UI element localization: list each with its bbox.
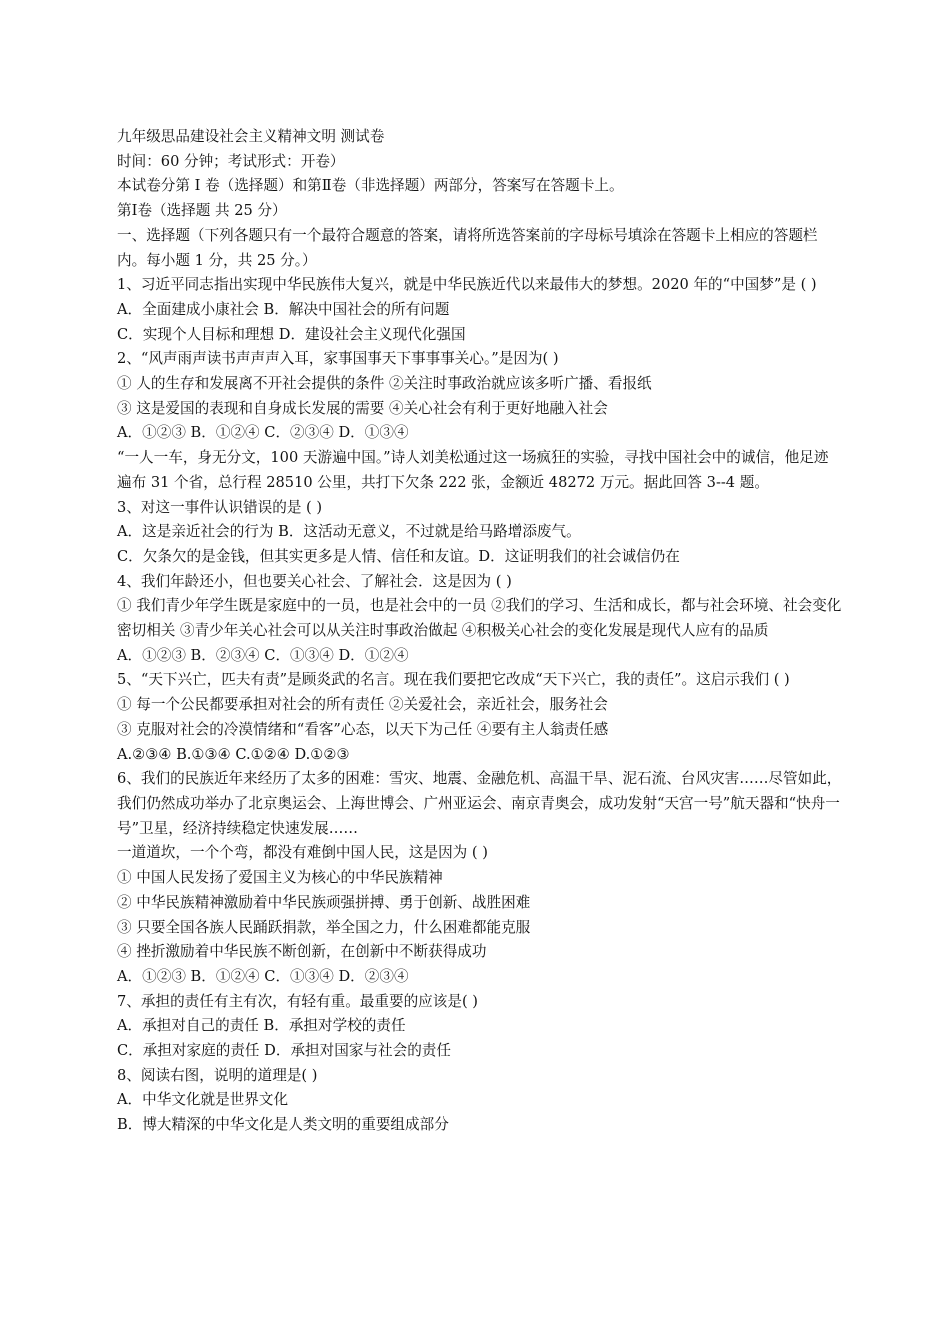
paper-title: 九年级思品建设社会主义精神文明 测试卷 [117,128,385,145]
q6-options: A．①②③ B．①②④ C．①③④ D．②③④ [117,967,409,985]
q7-options-ab: A．承担对自己的责任 B．承担对学校的责任 [117,1017,406,1035]
q8-option-a: A．中华文化就是世界文化 [117,1091,289,1109]
q8-stem: 8、阅读右图，说明的道理是( ) [117,1066,318,1084]
q6-stem: 一道道坎，一个个弯，都没有难倒中国人民，这是因为 ( ) [117,844,488,862]
q6-material: 6、我们的民族近年来经历了太多的困难：雪灾、地震、金融危机、高温干旱、泥石流、台风灾害……尽管如此，我们仍然成功举办了北京奥运会、上海世博会、广州亚运会、南京青奥会，成功发射“天宫一号”航天器和“快舟一号”卫星，经济持续稳定快速发展…… [117,770,842,837]
q6-statement-1: ① 中国人民发扬了爱国主义为核心的中华民族精神 [117,869,443,887]
q6-statement-4: ④ 挫折激励着中华民族不断创新，在创新中不断获得成功 [117,943,487,961]
exam-info: 时间：60 分钟；考试形式：开卷） [117,152,345,170]
instructions: 本试卷分第 I 卷（选择题）和第Ⅱ卷（非选择题）两部分，答案写在答题卡上。 [117,177,624,195]
q2-statements-34: ③ 这是爱国的表现和自身成长发展的需要 ④关心社会有利于更好地融入社会 [117,399,608,417]
q4-statements: ① 我们青少年学生既是家庭中的一员，也是社会中的一员 ②我们的学习、生活和成长，都与社会环境、社会变化密切相关 ③青少年关心社会可以从关注时事政治做起 ④积极关心社会的变化发展是现代人应有的品质 [117,597,842,640]
q3-stem: 3、对这一事件认识错误的是 ( ) [117,498,323,516]
section-heading: 第Ⅰ卷（选择题 共 25 分） [117,202,287,220]
q3-options-ab: A．这是亲近社会的行为 B．这活动无意义，不过就是给马路增添废气。 [117,523,581,541]
q8-option-b: B．博大精深的中华文化是人类文明的重要组成部分 [117,1116,449,1134]
part-one-instructions: 一、选择题（下列各题只有一个最符合题意的答案，请将所选答案前的字母标号填涂在答题卡上相应的答题栏内。每小题 1 分，共 25 分。） [117,226,818,269]
q2-statements-12: ① 人的生存和发展离不开社会提供的条件 ②关注时事政治就应该多听广播、看报纸 [117,375,652,393]
q1-options-cd: C．实现个人目标和理想 D．建设社会主义现代化强国 [117,325,466,343]
q6-statement-3: ③ 只要全国各族人民踊跃捐款，举全国之力，什么困难都能克服 [117,918,531,936]
q1-stem: 1、习近平同志指出实现中华民族伟大复兴，就是中华民族近代以来最伟大的梦想。2020 年的“中国梦”是 ( ) [117,276,817,294]
q4-options: A．①②③ B．②③④ C．①③④ D．①②④ [117,646,409,664]
q5-statements-34: ③ 克服对社会的冷漠情绪和“看客”心态，以天下为己任 ④要有主人翁责任感 [117,720,609,738]
material-q3-q4: “一人一车，身无分文，100 天游遍中国。”诗人刘美松通过这一场疯狂的实验，寻找中国社会中的诚信，他足迹遍布 31 个省，总行程 28510 公里，共打下欠条 222 张，金额近 48272 万元。据此回答 3--4 题。 [117,449,829,491]
exam-paper [117,125,843,1138]
q4-stem: 4、我们年龄还小，但也要关心社会、了解社会．这是因为 ( ) [117,572,512,590]
q5-options: A.②③④ B.①③④ C.①②④ D.①②③ [117,745,350,763]
q5-statements-12: ① 每一个公民都要承担对社会的所有责任 ②关爱社会，亲近社会，服务社会 [117,696,608,714]
q7-stem: 7、承担的责任有主有次，有轻有重。最重要的应该是( ) [117,992,478,1010]
q7-options-cd: C．承担对家庭的责任 D．承担对国家与社会的责任 [117,1042,451,1060]
q3-options-cd: C．欠条欠的是金钱，但其实更多是人情、信任和友谊。D．这证明我们的社会诚信仍在 [117,547,680,565]
q6-statement-2: ② 中华民族精神激励着中华民族顽强拼搏、勇于创新、战胜困难 [117,893,531,911]
q5-stem: 5、“天下兴亡，匹夫有责”是顾炎武的名言。现在我们要把它改成“天下兴亡，我的责任”。这启示我们 ( ) [117,671,790,689]
q2-options: A．①②③ B．①②④ C．②③④ D．①③④ [117,424,409,442]
q1-options-ab: A．全面建成小康社会 B．解决中国社会的所有问题 [117,300,450,318]
q2-stem: 2、“风声雨声读书声声声入耳，家事国事天下事事事关心。”是因为( ) [117,350,559,368]
